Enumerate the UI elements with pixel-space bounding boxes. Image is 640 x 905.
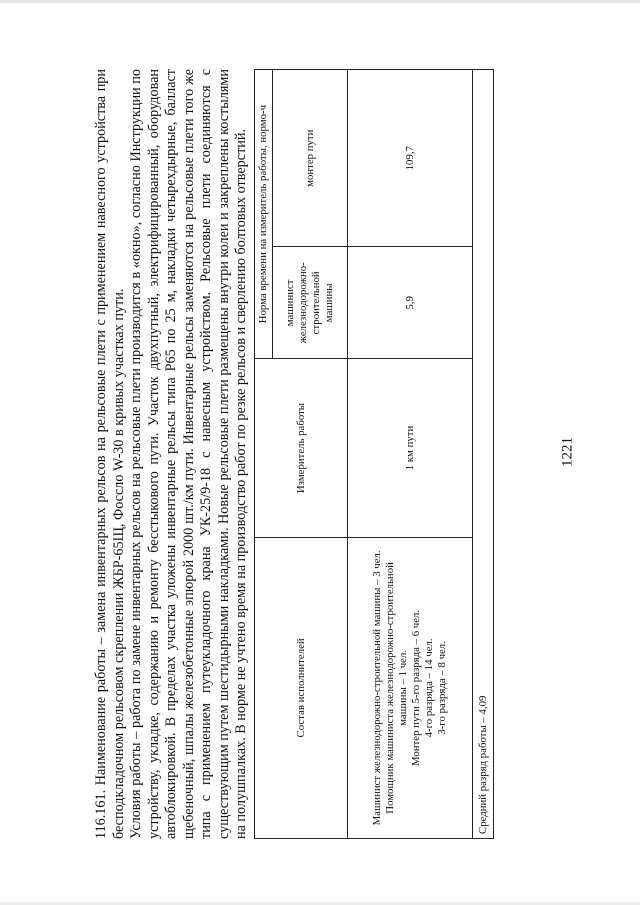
header-meter: Измеритель работы	[255, 359, 348, 538]
page-number: 1221	[559, 437, 576, 467]
composition-line: 4-го разряда – 14 чел.	[423, 638, 435, 738]
machinist-norm-value: 5,9	[348, 247, 473, 359]
scan-edge-top	[0, 0, 640, 3]
composition-line: 3-го разряда – 8 чел.	[436, 641, 448, 735]
header-norm-group: Норма времени на измеритель работы, нормо-ч	[255, 70, 273, 359]
content-frame	[93, 69, 493, 839]
meter-value: 1 км пути	[348, 359, 473, 538]
header-composition: Состав исполнителей	[255, 537, 348, 838]
fitter-norm-value: 109,7	[348, 70, 473, 247]
average-grade: Средний разряд работы – 4,09	[473, 70, 494, 839]
table-header-row	[255, 70, 273, 839]
header-machinist: машинист железнодорожно-строительной машины	[273, 247, 348, 359]
table-row	[348, 70, 473, 839]
table-footer-row	[473, 70, 494, 839]
norm-table	[254, 69, 494, 839]
rotated-content	[93, 69, 493, 839]
work-title-paragraph: 116.161. Наименование работы – замена инвентарных рельсов на рельсовые плети с применением навесного устройства при бесподкладочном рельсовом скреплении ЖБР-65Щ, Фоссло W-30 в кривых участках пути.	[93, 69, 127, 839]
composition-line: Монтер пути 5-го разряда – 6 чел.	[410, 609, 422, 766]
composition-line: Помощник машиниста железнодорожно-строительной машины – 1 чел.	[384, 562, 409, 814]
work-conditions-paragraph: Условия работы – работа по замене инвентарных рельсов на рельсовые плети производится в «окно», согласно Инструкции по устройству, укладке, содержанию и ремонту бесстыкового пути. Участок двухпутный, электрифицированный, оборудован автоблокировкой. В пределах участка уложены инвентарные рельсы типа Р65 по 25 м, накладки четырехдырные, балласт щебеночный, шпалы железобетонные эпюрой 2000 шт./км пути. Инвентарные рельсы заменяются на рельсовые плети того же типа с применением путеукладочного крана УК-25/9-18 с навесным устройством. Рельсовые плети соединяются с существующим путем шестидырными накладками. Новые рельсовые плети размещены внутри колеи и закреплены костылями на полушпалках. В норме не учтено время на производство работ по резке рельсов и сверлению болтовых отверстий.	[128, 69, 249, 839]
composition-line: Машинист железнодорожно-строительной машины – 3 чел.	[371, 550, 383, 826]
composition-cell	[348, 537, 473, 838]
header-fitter: монтер пути	[273, 70, 348, 247]
